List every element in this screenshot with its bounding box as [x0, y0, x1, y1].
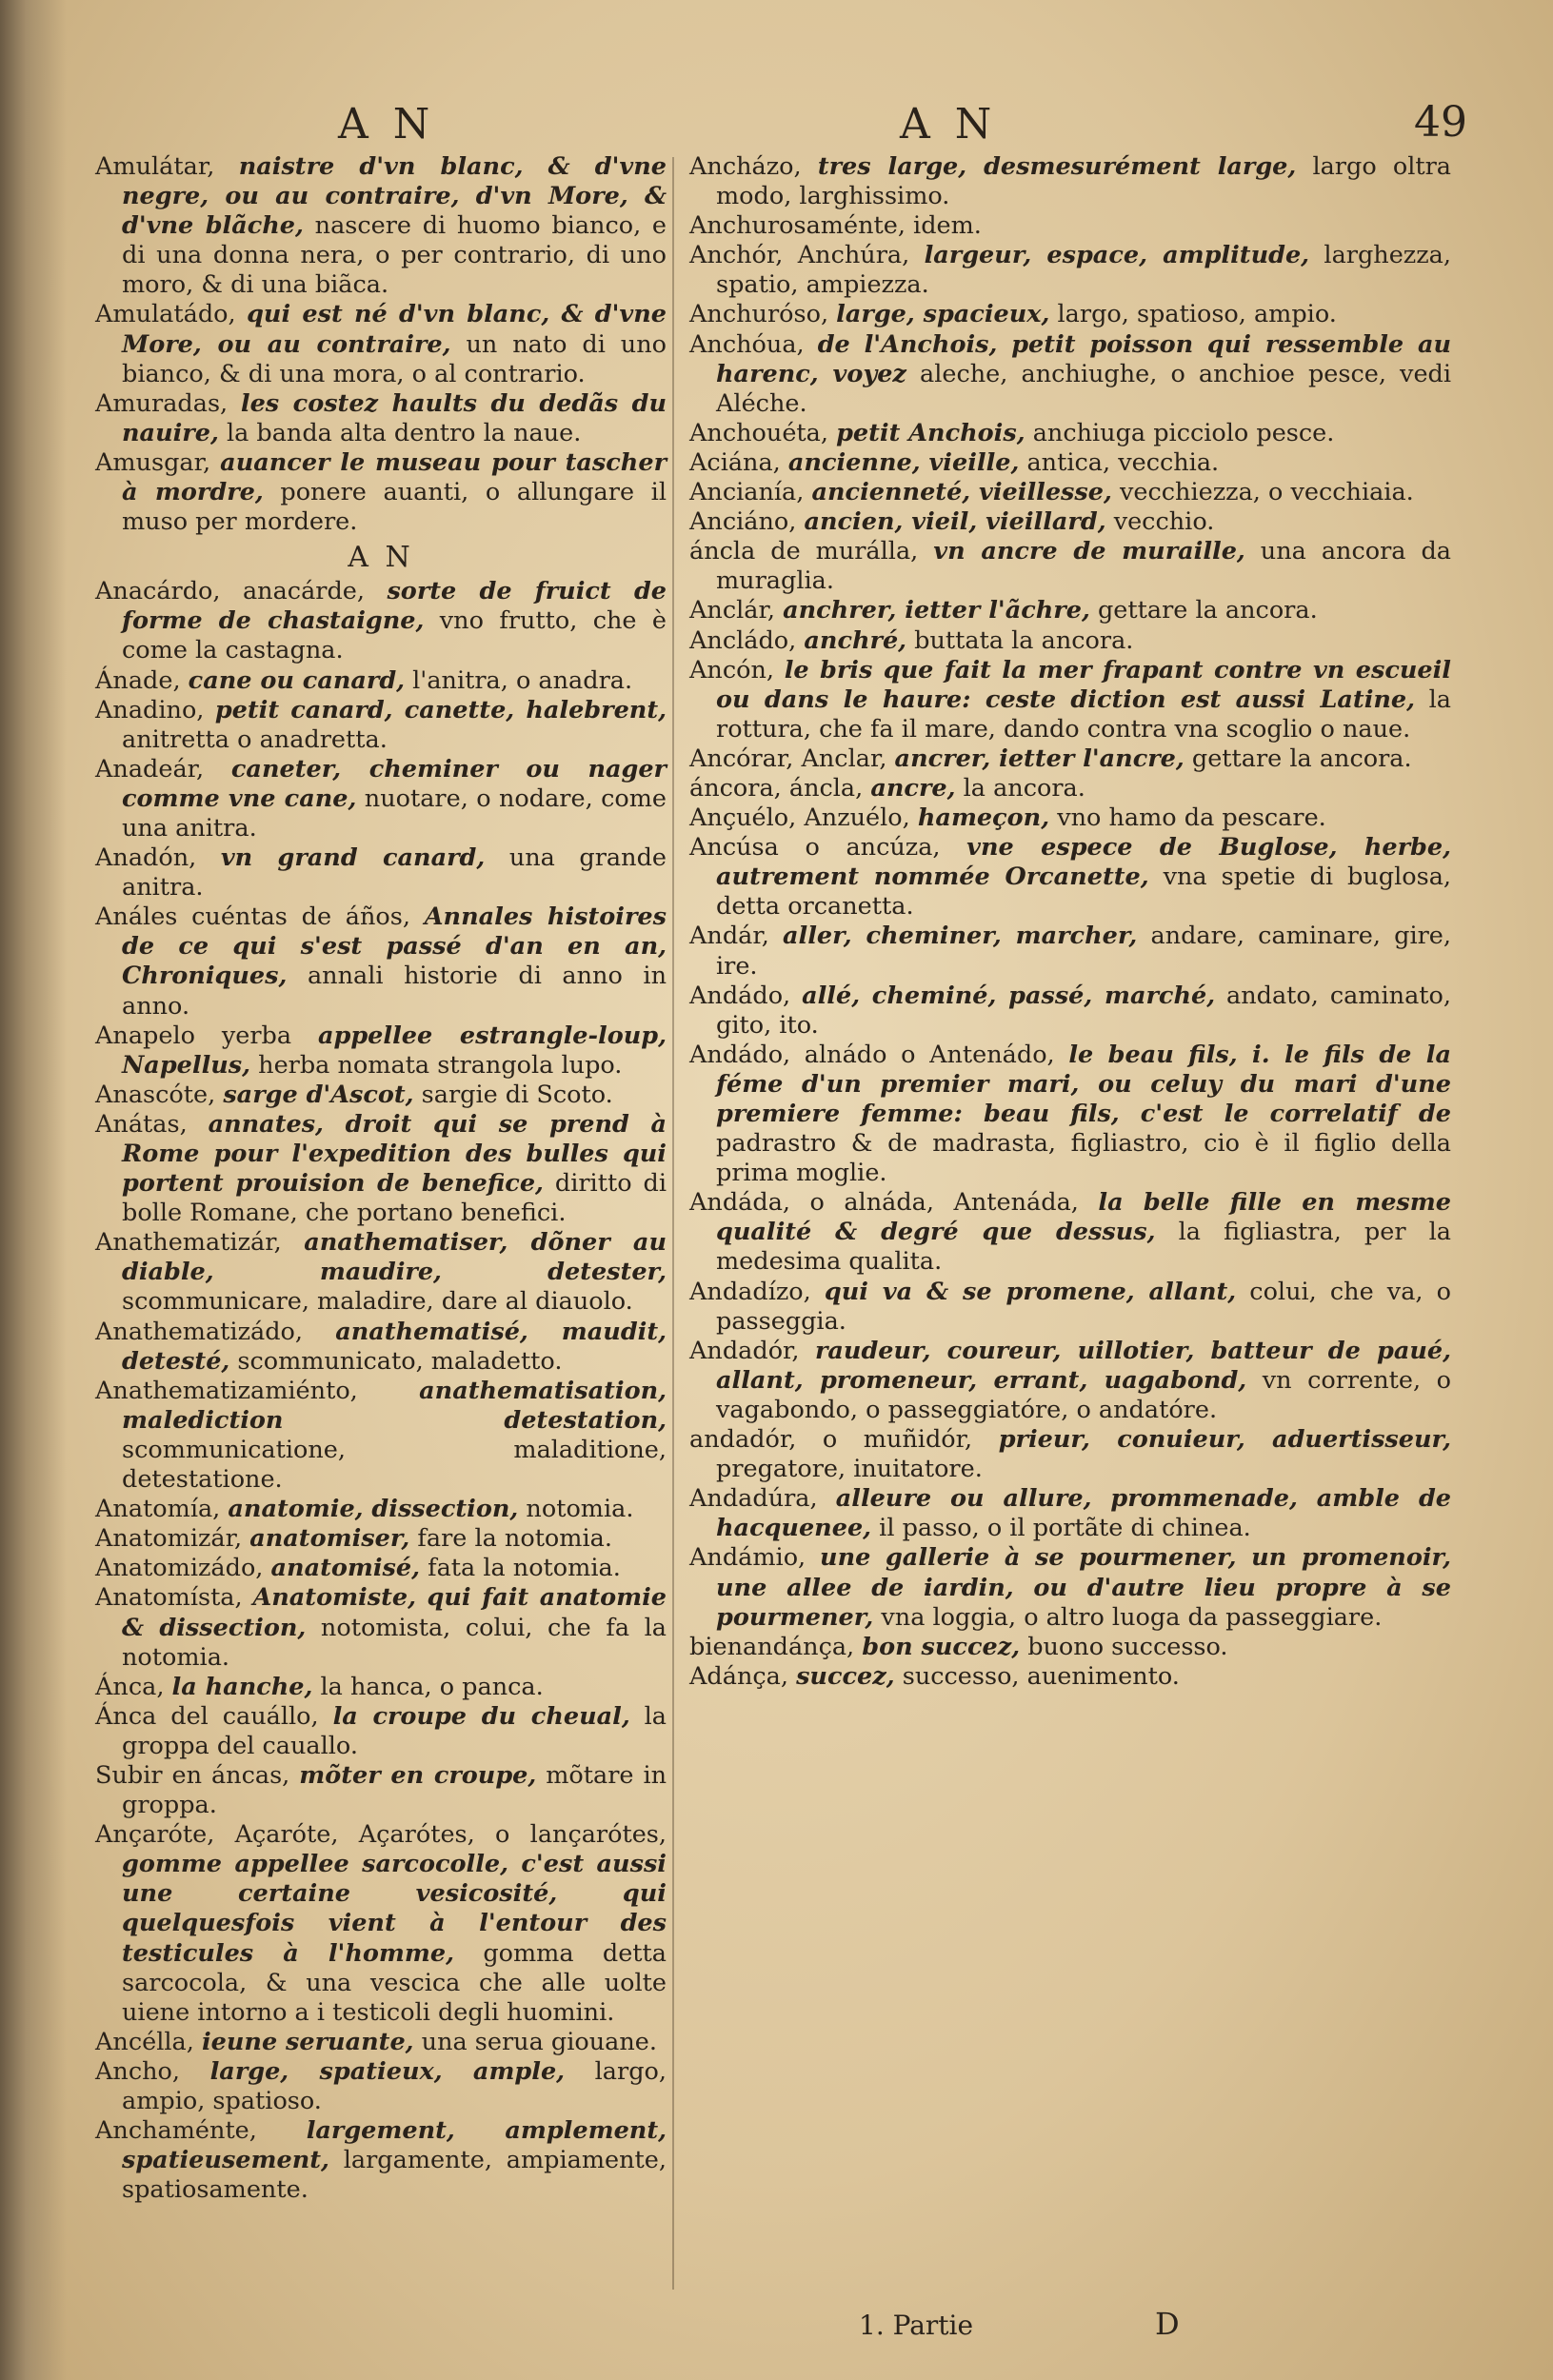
entry-headword: Anchóua, — [689, 329, 805, 359]
dictionary-entry — [95, 1021, 667, 1081]
left-header-title: A N — [338, 100, 436, 149]
dictionary-entry — [689, 211, 1451, 241]
dictionary-entry — [95, 1820, 667, 2028]
entry-italian: andare, caminare, gire, ire. — [716, 922, 1452, 981]
entry-french: cane ou canard, — [188, 665, 406, 695]
entry-italian: ponere auanti, o allungare il muso per mordere. — [122, 478, 667, 537]
entry-italian: la banda alta dentro la naue. — [226, 418, 582, 447]
entry-french: la belle fille en mesme qualité & degré que dessus, — [716, 1188, 1451, 1247]
dictionary-entry — [689, 656, 1451, 744]
entry-french: raudeur, coureur, uillotier, batteur de paué, allant, promeneur, errant, uagabond, — [716, 1336, 1451, 1395]
entry-headword: Amusgar, — [95, 447, 211, 477]
entry-french: vn ancre de muraille, — [933, 537, 1245, 566]
binding-shadow — [0, 0, 67, 2380]
dictionary-entry — [689, 774, 1451, 803]
entry-headword: Ancianía, — [689, 478, 805, 507]
entry-french: caneter, cheminer ou nager comme vne cane, — [122, 754, 667, 813]
entry-headword: Ánade, — [95, 665, 181, 695]
entry-french: alleure ou allure, prommenade, amble de hacquenee, — [716, 1484, 1451, 1543]
entry-french: anchrer, ietter l'ãchre, — [783, 596, 1090, 625]
entry-french: ieune seruante, — [201, 2027, 414, 2056]
dictionary-entry — [95, 666, 667, 696]
entry-italian: buono successo. — [1027, 1632, 1228, 1661]
entry-italian: la rottura, che fa il mare, dando contra vna scoglio o naue. — [716, 684, 1452, 744]
dictionary-entry — [95, 1673, 667, 1702]
entry-french: vn grand canard, — [220, 843, 486, 873]
entry-italian: anitretta o anadretta. — [122, 724, 388, 754]
dictionary-entry — [689, 1425, 1451, 1484]
dictionary-entry — [689, 300, 1451, 329]
entry-french: la croupe du cheual, — [332, 1701, 630, 1731]
entry-headword: Anapelo yerba — [95, 1021, 292, 1050]
entry-french: le bris que fait la mer frapant contre vn escueil ou dans le haure: ceste diction est aussi Latine, — [716, 655, 1451, 714]
entry-italian: sargie di Scoto. — [421, 1080, 613, 1109]
right-column — [689, 152, 1451, 1692]
entry-italian: successo, auenimento. — [902, 1661, 1180, 1691]
signature-line: 1. Partie — [859, 2310, 974, 2341]
entry-french: mõter en croupe, — [299, 1760, 537, 1790]
entry-french: ancien, vieil, vieillard, — [804, 507, 1106, 537]
dictionary-entry — [95, 389, 667, 448]
entry-french: gomme appellee sarcocolle, c'est aussi une certaine vesicosité, qui quelquesfois vient à l'entour des testicules à l'homme, — [122, 1850, 667, 1968]
dictionary-entry — [689, 1633, 1451, 1662]
entry-french: allé, cheminé, passé, marché, — [802, 981, 1216, 1010]
entry-french: ancrer, ietter l'ancre, — [894, 744, 1185, 773]
entry-italian: l'anitra, o anadra. — [412, 665, 633, 695]
entry-french: le beau fils, i. le fils de la féme d'un premier mari, ou celuy du mari d'une premiere femme: beau fils, c'est le correlatif de — [716, 1040, 1451, 1128]
entry-italian: annali historie di anno in anno. — [122, 962, 667, 1021]
entry-italian: gettare la ancora. — [1097, 596, 1318, 625]
entry-french: vne espece de Buglose, herbe, autrement nommée Orcanette, — [716, 833, 1451, 892]
entry-headword: Ançaróte, Açaróte, Açarótes, o lançarótes, — [95, 1820, 667, 1850]
entry-italian: nascere di huomo bianco, e di una donna nera, o per contrario, di uno moro, & di una biãca. — [122, 211, 667, 300]
entry-headword: Anatomísta, — [95, 1583, 243, 1613]
entry-italian: notomia. — [526, 1495, 634, 1524]
entry-italian: una serua giouane. — [421, 2027, 657, 2056]
entry-italian: gomma detta sarcocola, & una vescica che alle uolte uiene intorno a i testicoli degli huomini. — [122, 1938, 667, 2027]
entry-headword: Andadór, — [689, 1336, 800, 1365]
entry-italian: il passo, o il portãte di chinea. — [879, 1514, 1251, 1543]
entry-french: annates, droit qui se prend à Rome pour l'expedition des bulles qui portent prouision de benefice, — [122, 1109, 667, 1199]
dictionary-entry — [689, 478, 1451, 507]
entry-italian: herba nomata strangola lupo. — [258, 1050, 623, 1080]
entry-italian: una grande anitra. — [122, 843, 667, 902]
entry-italian: fare la notomia. — [417, 1524, 612, 1554]
entry-french: ancre, — [870, 773, 956, 803]
page-footer — [0, 2306, 1553, 2348]
dictionary-entry — [689, 626, 1451, 656]
dictionary-entry — [95, 2057, 667, 2116]
dictionary-entry — [95, 1702, 667, 1761]
entry-headword: Anciáno, — [689, 507, 797, 537]
entry-french: qui est né d'vn blanc, & d'vne More, ou au contraire, — [122, 300, 667, 359]
entry-italian: una ancora da muraglia. — [716, 537, 1451, 596]
entry-headword: Aciána, — [689, 447, 781, 477]
entry-italian: fata la notomia. — [428, 1554, 621, 1583]
entry-headword: Amuradas, — [95, 388, 229, 418]
dictionary-entry — [689, 1188, 1451, 1277]
entry-french: largeur, espace, amplitude, — [924, 241, 1310, 270]
left-column — [95, 152, 667, 2205]
entry-french: auancer le museau pour tascher à mordre, — [122, 447, 667, 507]
dictionary-entry — [689, 1337, 1451, 1425]
dictionary-entry — [95, 448, 667, 537]
entry-headword: Adánça, — [689, 1661, 788, 1691]
entry-french: largement, amplement, spatieusement, — [122, 2116, 667, 2175]
dictionary-entry — [689, 241, 1451, 300]
entry-italian: vna spetie di buglosa, detta orcanetta. — [716, 863, 1452, 922]
entry-headword: Ancélla, — [95, 2027, 194, 2056]
entry-italian: vno frutto, che è come la castagna. — [122, 606, 667, 665]
entry-headword: Andadúra, — [689, 1484, 818, 1514]
entry-italian: largo, ampio, spatioso. — [122, 2056, 667, 2115]
entry-french: petit canard, canette, halebrent, — [214, 695, 667, 724]
entry-french: ancienne, vieille, — [787, 447, 1020, 477]
entry-italian: la ancora. — [963, 773, 1085, 803]
dictionary-entry — [689, 1484, 1451, 1543]
entry-headword: Ancúsa o ancúza, — [689, 833, 941, 863]
dictionary-entry — [95, 152, 667, 300]
entry-french: anathematiser, dõner au diable, maudire, detester, — [122, 1228, 667, 1287]
entry-headword: Anchaménte, — [95, 2116, 257, 2146]
entry-headword: Anátas, — [95, 1109, 188, 1139]
entry-headword: Andámio, — [689, 1543, 806, 1573]
entry-italian: scommunicatione, maladitione, detestatione. — [122, 1435, 667, 1495]
page-number: 49 — [1414, 98, 1467, 147]
entry-french: anathematisé, maudit, detesté, — [122, 1317, 667, 1376]
right-header-title: A N — [900, 100, 998, 149]
entry-headword: Ançuélo, Anzuélo, — [689, 803, 910, 833]
dictionary-entry — [95, 1495, 667, 1524]
dictionary-entry — [95, 1583, 667, 1672]
column-divider — [672, 157, 674, 2290]
dictionary-entry — [689, 537, 1451, 596]
dictionary-entry — [689, 596, 1451, 625]
dictionary-entry — [689, 448, 1451, 478]
entry-french: qui va & se promene, allant, — [824, 1277, 1237, 1306]
entry-italian: padrastro & de madrasta, figliastro, cio è il figlio della prima moglie. — [716, 1129, 1451, 1188]
entry-italian: largo oltra modo, larghissimo. — [716, 152, 1451, 211]
entry-headword: Ancládo, — [689, 625, 797, 655]
entry-headword: Anathematizádo, — [95, 1317, 304, 1346]
entry-french: Anatomiste, qui fait anatomie & dissection, — [122, 1583, 667, 1642]
entry-headword: Anacárdo, anacárde, — [95, 577, 365, 606]
dictionary-entry — [95, 755, 667, 843]
entry-french: anatomiser, — [249, 1524, 410, 1554]
entry-headword: Anadino, — [95, 695, 205, 724]
entry-headword: Anchór, Anchúra, — [689, 241, 910, 270]
running-header — [0, 100, 1553, 157]
dictionary-entry — [95, 2028, 667, 2057]
entry-headword: áncora, áncla, — [689, 773, 864, 803]
entry-italian: aleche, anchiughe, o anchioe pesce, vedi Aléche. — [716, 359, 1452, 418]
dictionary-entry — [95, 1110, 667, 1228]
dictionary-entry — [689, 419, 1451, 448]
entry-headword: andadór, o muñidór, — [689, 1425, 973, 1455]
entry-french: bon succez, — [862, 1632, 1021, 1661]
entry-headword: Anatomizádo, — [95, 1554, 264, 1583]
section-heading: A N — [348, 541, 414, 575]
entry-french: anatomie, dissection, — [228, 1495, 519, 1524]
dictionary-entry — [689, 833, 1451, 922]
entry-headword: Anadeár, — [95, 754, 205, 783]
dictionary-entry — [95, 902, 667, 1021]
entry-headword: Análes cuéntas de áños, — [95, 902, 410, 932]
dictionary-entry — [95, 300, 667, 388]
entry-italian: largo, spatioso, ampio. — [1057, 300, 1337, 329]
dictionary-entry — [95, 2116, 667, 2205]
entry-italian: un nato di uno bianco, & di una mora, o al contrario. — [122, 329, 667, 388]
entry-italian: largamente, ampiamente, spatiosamente. — [122, 2146, 667, 2205]
entry-italian: scommunicare, maladire, dare al diauolo. — [122, 1287, 633, 1317]
entry-headword: Andáda, o alnáda, Antenáda, — [689, 1188, 1079, 1218]
entry-headword: Andár, — [689, 922, 769, 951]
entry-italian: scommunicato, maladetto. — [237, 1346, 563, 1376]
entry-italian: andato, caminato, gito, ito. — [716, 981, 1451, 1040]
entry-headword: Ancórar, Anclar, — [689, 744, 887, 773]
entry-headword: Anchurosaménte, — [689, 211, 906, 241]
dictionary-entry — [689, 744, 1451, 774]
dictionary-entry — [95, 696, 667, 755]
entry-headword: Ánca del cauállo, — [95, 1701, 319, 1731]
dictionary-entry — [689, 803, 1451, 833]
entry-french: une gallerie à se pourmener, un promenoir, une allee de iardin, ou d'autre lieu propre à se pourmener, — [716, 1543, 1451, 1632]
dictionary-entry — [95, 843, 667, 902]
dictionary-entry — [689, 152, 1451, 211]
entry-headword: Ánca, — [95, 1672, 165, 1701]
entry-headword: Ancházo, — [689, 152, 802, 181]
entry-italian: notomista, colui, che fa la notomia. — [122, 1613, 667, 1672]
dictionary-entry — [689, 330, 1451, 419]
entry-headword: áncla de murálla, — [689, 537, 919, 566]
entry-headword: Anathematizamiénto, — [95, 1376, 358, 1405]
entry-french: large, spatieux, ample, — [209, 2056, 566, 2086]
entry-headword: Amulátar, — [95, 152, 215, 181]
entry-headword: bienandánça, — [689, 1632, 855, 1661]
entry-french: appellee estrangle-loup, Napellus, — [122, 1021, 667, 1080]
dictionary-entry — [689, 982, 1451, 1041]
entry-headword: Anchouéta, — [689, 418, 828, 447]
entry-italian: anchiuga picciolo pesce. — [1032, 418, 1335, 447]
entry-french: ancienneté, vieillesse, — [811, 478, 1112, 507]
entry-french: hameçon, — [917, 803, 1050, 833]
dictionary-entry — [689, 1041, 1451, 1188]
entry-french: de l'Anchois, petit poisson qui ressemble au harenc, voyez — [716, 329, 1452, 388]
entry-headword: Anascóte, — [95, 1080, 216, 1109]
entry-french: large, spacieux, — [836, 300, 1050, 329]
entry-italian: colui, che va, o passeggia. — [716, 1277, 1452, 1336]
entry-headword: Ancho, — [95, 2056, 181, 2086]
entry-italian: vn corrente, o vagabondo, o passeggiatóre, o andatóre. — [716, 1365, 1451, 1424]
entry-italian: buttata la ancora. — [914, 625, 1134, 655]
entry-headword: Anatomizár, — [95, 1524, 243, 1554]
entry-french: prieur, conuieur, aduertisseur, — [998, 1425, 1451, 1455]
entry-headword: Andadízo, — [689, 1277, 811, 1306]
entry-italian: la hanca, o panca. — [320, 1672, 544, 1701]
entry-italian: nuotare, o nodare, come una anitra. — [122, 783, 667, 843]
entry-french: Annales histoires de ce qui s'est passé d'an en an, Chroniques, — [122, 902, 667, 991]
entry-french: sarge d'Ascot, — [223, 1080, 414, 1109]
dictionary-entry — [689, 922, 1451, 981]
entry-french: les costez haults du dedãs du nauire, — [122, 388, 667, 447]
entry-italian: gettare la ancora. — [1191, 744, 1412, 773]
entry-french: aller, cheminer, marcher, — [783, 922, 1138, 951]
entry-french: anathematisation, malediction detestation, — [122, 1376, 667, 1435]
entry-headword: Anclár, — [689, 596, 775, 625]
entry-headword: Amulatádo, — [95, 300, 236, 329]
dictionary-entry — [95, 1081, 667, 1110]
entry-italian: diritto di bolle Romane, che portano benefici. — [122, 1169, 667, 1228]
entry-italian: mõtare in groppa. — [122, 1760, 667, 1820]
entry-french: anatomisé, — [270, 1554, 421, 1583]
entry-french: sorte de fruict de forme de chastaigne, — [122, 577, 667, 636]
entry-italian: la figliastra, per la medesima qualita. — [716, 1218, 1452, 1277]
entry-headword: Subir en áncas, — [95, 1760, 290, 1790]
entry-french: petit Anchois, — [836, 418, 1025, 447]
entry-french: la hanche, — [171, 1672, 313, 1701]
entry-french: tres large, desmesurément large, — [817, 152, 1297, 181]
entry-italian: larghezza, spatio, ampiezza. — [716, 241, 1451, 300]
dictionary-entry — [95, 1761, 667, 1820]
dictionary-entry — [95, 1318, 667, 1377]
entry-headword: Anatomía, — [95, 1495, 221, 1524]
entry-french: anchré, — [804, 625, 907, 655]
entry-headword: Andádo, — [689, 981, 791, 1010]
entry-headword: Anathematizár, — [95, 1228, 282, 1258]
dictionary-entry — [95, 577, 667, 665]
entry-italian: pregatore, inuitatore. — [716, 1455, 983, 1484]
entry-italian: la groppa del cauallo. — [122, 1701, 667, 1760]
dictionary-entry — [689, 1278, 1451, 1337]
dictionary-entry — [95, 1377, 667, 1495]
entry-french: naistre d'vn blanc, & d'vne negre, ou au contraire, d'vn More, & d'vne blãche, — [122, 152, 667, 241]
entry-french: succez, — [796, 1661, 895, 1691]
entry-headword: Andádo, alnádo o Antenádo, — [689, 1040, 1055, 1069]
entry-headword: Anchuróso, — [689, 300, 829, 329]
dictionary-entry — [95, 1524, 667, 1554]
entry-italian: vecchiezza, o vecchiaia. — [1119, 478, 1414, 507]
entry-italian: vecchio. — [1113, 507, 1215, 537]
entry-italian: idem. — [913, 211, 982, 241]
entry-italian: vna loggia, o altro luoga da passeggiare. — [881, 1602, 1383, 1632]
dictionary-entry — [689, 1543, 1451, 1632]
entry-headword: Ancón, — [689, 655, 775, 684]
signature-mark: D — [1155, 2306, 1180, 2342]
dictionary-entry — [95, 1228, 667, 1317]
dictionary-entry — [689, 507, 1451, 537]
entry-headword: Anadón, — [95, 843, 197, 873]
dictionary-entry — [95, 1554, 667, 1583]
dictionary-entry — [689, 1662, 1451, 1692]
entry-italian: antica, vecchia. — [1026, 447, 1220, 477]
entry-italian: vno hamo da pescare. — [1057, 803, 1326, 833]
